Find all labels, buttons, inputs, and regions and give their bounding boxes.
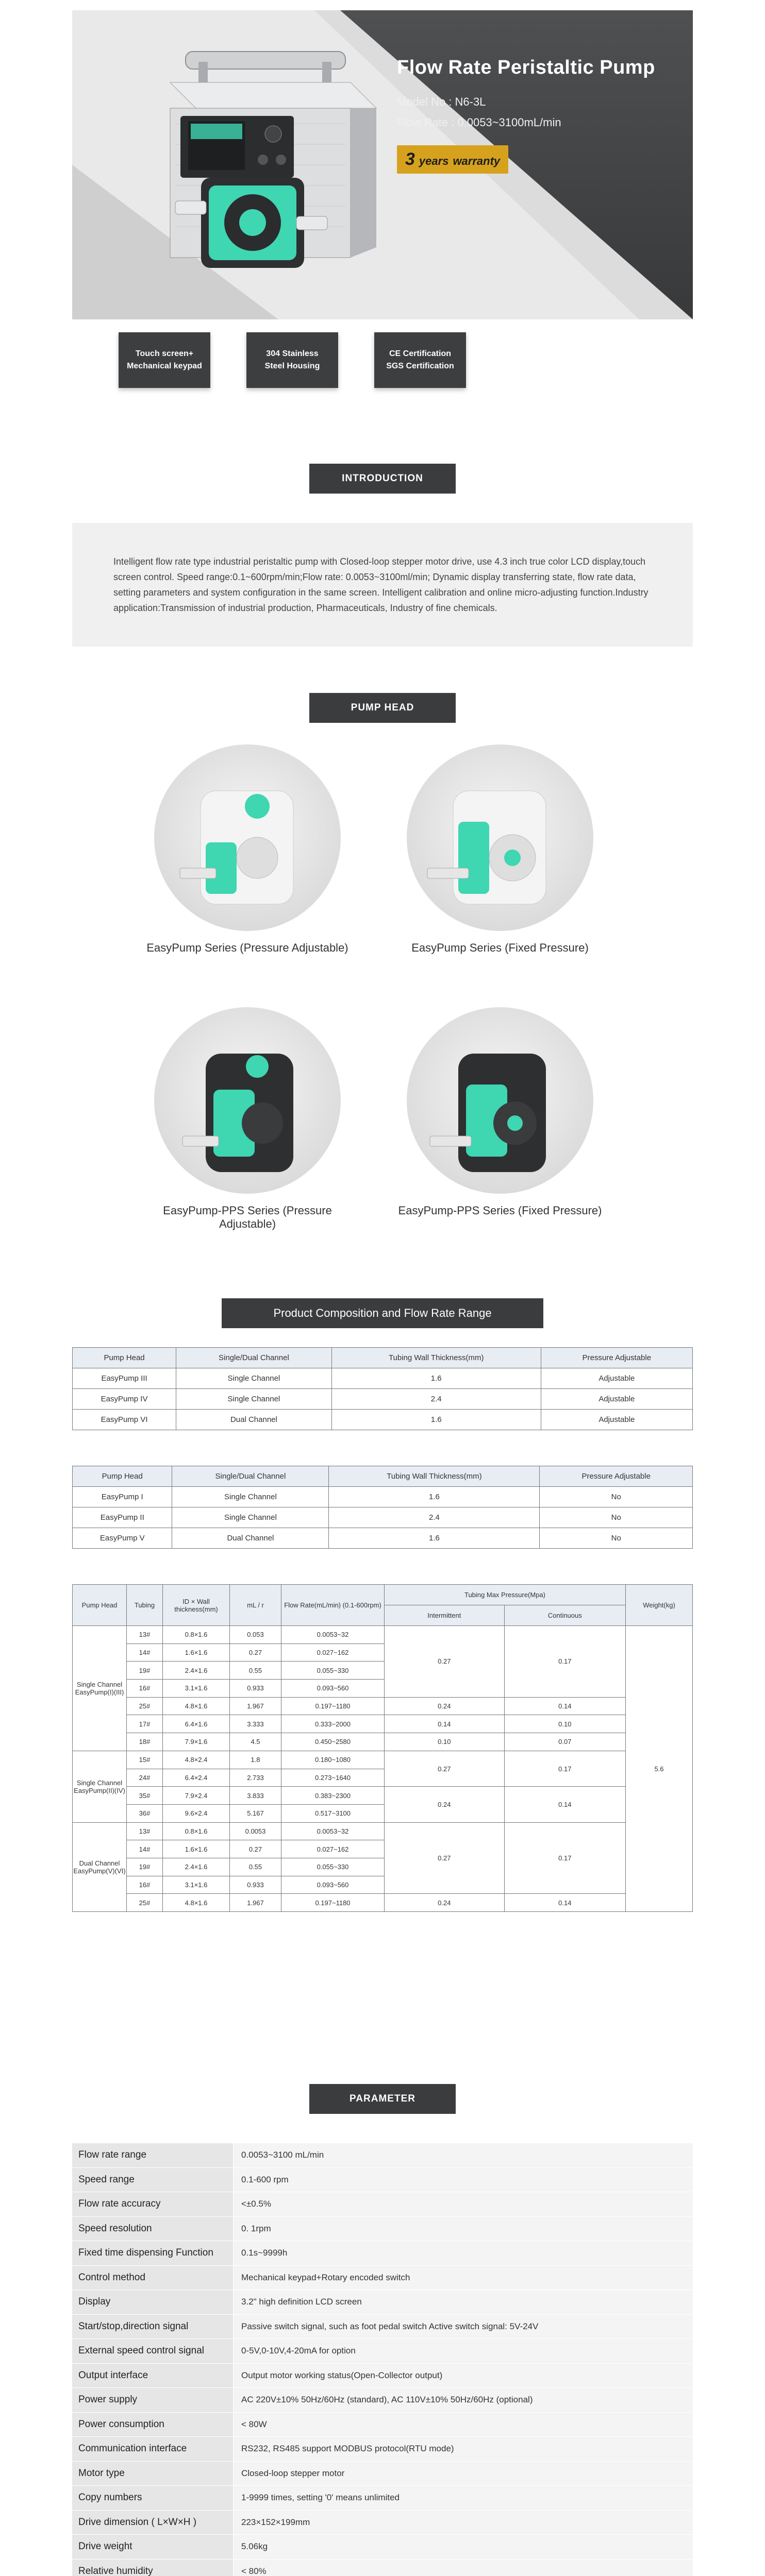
feature-line: Mechanical keypad xyxy=(127,362,202,370)
table-cell: 4.5 xyxy=(230,1733,281,1751)
pressure-intermittent: 0.27 xyxy=(385,1822,505,1894)
table-cell: 3.1×1.6 xyxy=(163,1876,230,1894)
table-header: Pump Head xyxy=(73,1466,172,1487)
pressure-intermittent: 0.24 xyxy=(385,1697,505,1715)
table-cell: 24# xyxy=(127,1769,163,1787)
table-cell: 6.4×1.6 xyxy=(163,1715,230,1733)
feature-line: Touch screen+ xyxy=(135,349,194,358)
table-header: Tubing Max Pressure(Mpa) xyxy=(385,1585,626,1605)
parameter-key: Fixed time dispensing Function xyxy=(72,2241,234,2265)
warranty-word: warranty xyxy=(453,155,501,167)
table-cell: 0.333~2000 xyxy=(281,1715,385,1733)
parameter-value: Output motor working status(Open-Collector output) xyxy=(234,2364,693,2388)
feature-line: CE Certification xyxy=(389,349,451,358)
pressure-intermittent: 0.27 xyxy=(385,1751,505,1786)
table-cell: Single Channel xyxy=(176,1368,332,1389)
table-header: Pressure Adjustable xyxy=(541,1348,692,1368)
parameter-key: Flow rate range xyxy=(72,2143,234,2167)
parameter-key: External speed control signal xyxy=(72,2339,234,2363)
table-cell: 1.6 xyxy=(329,1487,540,1507)
table-cell: 4.8×1.6 xyxy=(163,1894,230,1912)
flow-rate-table xyxy=(72,1584,693,1912)
table-cell: EasyPump III xyxy=(73,1368,176,1389)
table-cell: 0.053 xyxy=(230,1626,281,1644)
table-cell: Adjustable xyxy=(541,1389,692,1410)
parameter-value: <±0.5% xyxy=(234,2192,693,2216)
warranty-number: 3 xyxy=(405,149,415,169)
pump-head-table-fixed xyxy=(72,1466,693,1549)
parameter-row xyxy=(72,2560,693,2576)
parameter-value: RS232, RS485 support MODBUS protocol(RTU mode) xyxy=(234,2437,693,2461)
pump-head-card xyxy=(139,744,356,955)
parameter-row xyxy=(72,2217,693,2242)
table-cell: 13# xyxy=(127,1626,163,1644)
warranty-badge xyxy=(397,145,508,174)
table-header: Tubing xyxy=(127,1585,163,1626)
table-cell: 5.167 xyxy=(230,1804,281,1822)
table-cell: 25# xyxy=(127,1894,163,1912)
parameter-value: 3.2" high definition LCD screen xyxy=(234,2290,693,2314)
table-row xyxy=(73,1487,693,1507)
pressure-intermittent: 0.10 xyxy=(385,1733,505,1751)
parameter-value: 0.0053~3100 mL/min xyxy=(234,2143,693,2167)
parameter-row xyxy=(72,2241,693,2266)
pressure-continuous: 0.14 xyxy=(504,1894,625,1912)
table-cell: 0.180~1080 xyxy=(281,1751,385,1769)
section-header-pump-head: PUMP HEAD xyxy=(309,693,456,723)
pump-head-label: EasyPump Series (Pressure Adjustable) xyxy=(146,941,348,954)
pressure-continuous: 0.17 xyxy=(504,1822,625,1894)
table-header: Tubing Wall Thickness(mm) xyxy=(329,1466,540,1487)
table-cell: 0.197~1180 xyxy=(281,1697,385,1715)
table-cell: 16# xyxy=(127,1680,163,1698)
table-row xyxy=(73,1733,693,1751)
parameter-row xyxy=(72,2266,693,2291)
pressure-intermittent: 0.24 xyxy=(385,1787,505,1822)
parameter-row xyxy=(72,2143,693,2168)
table-cell: EasyPump V xyxy=(73,1528,172,1549)
pressure-continuous: 0.14 xyxy=(504,1787,625,1822)
parameter-value: < 80% xyxy=(234,2560,693,2576)
parameter-row xyxy=(72,2437,693,2462)
parameter-value: AC 220V±10% 50Hz/60Hz (standard), AC 110V±10% 50Hz/60Hz (optional) xyxy=(234,2388,693,2412)
table-cell: 18# xyxy=(127,1733,163,1751)
pressure-continuous: 0.17 xyxy=(504,1751,625,1786)
parameter-key: Power supply xyxy=(72,2388,234,2412)
feature-tiles xyxy=(119,332,583,388)
table-row xyxy=(73,1751,693,1769)
table-cell: EasyPump II xyxy=(73,1507,172,1528)
parameter-value: 0-5V,0-10V,4-20mA for option xyxy=(234,2339,693,2363)
feature-touchscreen xyxy=(119,332,210,388)
group-name: Dual Channel EasyPump(V)(VI) xyxy=(73,1822,127,1911)
table-cell: 17# xyxy=(127,1715,163,1733)
weight-cell: 5.6 xyxy=(626,1626,693,1912)
parameter-row xyxy=(72,2413,693,2437)
section-header-introduction: INTRODUCTION xyxy=(309,464,456,494)
parameter-value: Mechanical keypad+Rotary encoded switch xyxy=(234,2266,693,2290)
parameter-value: < 80W xyxy=(234,2413,693,2437)
table-cell: No xyxy=(540,1507,693,1528)
table-cell: 2.733 xyxy=(230,1769,281,1787)
pump-head-image xyxy=(154,744,341,931)
table-header: Pressure Adjustable xyxy=(540,1466,693,1487)
table-cell: 15# xyxy=(127,1751,163,1769)
table-cell: 0.27 xyxy=(230,1840,281,1858)
table-cell: 0.093~560 xyxy=(281,1680,385,1698)
table-cell: Dual Channel xyxy=(172,1528,329,1549)
table-row xyxy=(73,1715,693,1733)
table-cell: 2.4×1.6 xyxy=(163,1858,230,1876)
pump-head-card xyxy=(139,1007,356,1231)
parameter-row xyxy=(72,2315,693,2340)
parameter-key: Power consumption xyxy=(72,2413,234,2437)
table-cell: 0.933 xyxy=(230,1680,281,1698)
table-row xyxy=(73,1894,693,1912)
table-cell: Single Channel xyxy=(176,1389,332,1410)
parameter-key: Speed resolution xyxy=(72,2217,234,2241)
table-cell: 2.4 xyxy=(331,1389,541,1410)
pump-head-card xyxy=(392,1007,608,1217)
parameter-row xyxy=(72,2388,693,2413)
table-cell: 7.9×2.4 xyxy=(163,1787,230,1805)
table-header: Single/Dual Channel xyxy=(176,1348,332,1368)
table-cell: 0.55 xyxy=(230,1858,281,1876)
table-row xyxy=(73,1822,693,1840)
parameter-value: 1-9999 times, setting '0' means unlimited xyxy=(234,2486,693,2510)
table-cell: 14# xyxy=(127,1643,163,1662)
table-cell: 35# xyxy=(127,1787,163,1805)
pump-head-label: EasyPump Series (Fixed Pressure) xyxy=(411,941,589,954)
parameter-key: Flow rate accuracy xyxy=(72,2192,234,2216)
table-header: mL / r xyxy=(230,1585,281,1626)
parameter-key: Output interface xyxy=(72,2364,234,2388)
table-header: Tubing Wall Thickness(mm) xyxy=(331,1348,541,1368)
table-cell: 0.383~2300 xyxy=(281,1787,385,1805)
table-cell: 19# xyxy=(127,1858,163,1876)
table-cell: Adjustable xyxy=(541,1368,692,1389)
parameter-key: Copy numbers xyxy=(72,2486,234,2510)
table-cell: 4.8×1.6 xyxy=(163,1697,230,1715)
table-cell: 0.517~3100 xyxy=(281,1804,385,1822)
hero-banner xyxy=(72,10,693,319)
pressure-continuous: 0.14 xyxy=(504,1697,625,1715)
table-cell: 13# xyxy=(127,1822,163,1840)
feature-line: Steel Housing xyxy=(264,362,320,370)
table-row xyxy=(73,1626,693,1644)
parameter-key: Relative humidity xyxy=(72,2560,234,2576)
pump-head-image xyxy=(407,744,593,931)
parameter-value: 0.1s~9999h xyxy=(234,2241,693,2265)
table-cell: 0.055~330 xyxy=(281,1858,385,1876)
table-cell: 3.333 xyxy=(230,1715,281,1733)
parameter-row xyxy=(72,2168,693,2193)
table-header: Single/Dual Channel xyxy=(172,1466,329,1487)
table-cell: 36# xyxy=(127,1804,163,1822)
table-cell: Single Channel xyxy=(172,1507,329,1528)
parameter-key: Start/stop,direction signal xyxy=(72,2315,234,2339)
table-cell: 0.8×1.6 xyxy=(163,1626,230,1644)
table-cell: 0.933 xyxy=(230,1876,281,1894)
table-header: ID × Wall thickness(mm) xyxy=(163,1585,230,1626)
pump-head-image xyxy=(407,1007,593,1194)
table-cell: 7.9×1.6 xyxy=(163,1733,230,1751)
table-cell: 19# xyxy=(127,1662,163,1680)
warranty-years: years xyxy=(419,155,449,167)
table-cell: 1.967 xyxy=(230,1894,281,1912)
feature-certification xyxy=(374,332,466,388)
table-cell: 3.833 xyxy=(230,1787,281,1805)
group-name: Single Channel EasyPump(I)(III) xyxy=(73,1626,127,1751)
table-header: Pump Head xyxy=(73,1585,127,1626)
hero-title: Flow Rate Peristaltic Pump xyxy=(397,57,655,78)
feature-line: 304 Stainless xyxy=(266,349,319,358)
table-cell: 0.0053~32 xyxy=(281,1822,385,1840)
table-header: Weight(kg) xyxy=(626,1585,693,1626)
pressure-continuous: 0.07 xyxy=(504,1733,625,1751)
table-row xyxy=(73,1389,693,1410)
parameter-row xyxy=(72,2511,693,2535)
table-row xyxy=(73,1410,693,1430)
pump-head-table-adjustable xyxy=(72,1347,693,1430)
table-cell: 1.8 xyxy=(230,1751,281,1769)
pump-head-image xyxy=(154,1007,341,1194)
parameter-value: Passive switch signal, such as foot pedal switch Active switch signal: 5V-24V xyxy=(234,2315,693,2339)
table-cell: 0.093~560 xyxy=(281,1876,385,1894)
feature-line: SGS Certification xyxy=(386,362,454,370)
parameter-row xyxy=(72,2339,693,2364)
parameter-key: Control method xyxy=(72,2266,234,2290)
table-cell: 0.0053~32 xyxy=(281,1626,385,1644)
parameter-row xyxy=(72,2486,693,2511)
parameter-value: 223×152×199mm xyxy=(234,2511,693,2535)
hero-flow-rate: Flow Rate : 0.0053~3100mL/min xyxy=(397,116,561,129)
table-cell: 2.4 xyxy=(329,1507,540,1528)
table-header: Intermittent xyxy=(385,1605,505,1626)
table-cell: Dual Channel xyxy=(176,1410,332,1430)
table-cell: 0.197~1180 xyxy=(281,1894,385,1912)
table-cell: 1.967 xyxy=(230,1697,281,1715)
parameter-row xyxy=(72,2364,693,2388)
table-cell: 0.27 xyxy=(230,1643,281,1662)
table-cell: 3.1×1.6 xyxy=(163,1680,230,1698)
table-cell: 0.055~330 xyxy=(281,1662,385,1680)
parameter-value: Closed-loop stepper motor xyxy=(234,2462,693,2486)
pump-product-image xyxy=(108,46,397,268)
table-cell: 4.8×2.4 xyxy=(163,1751,230,1769)
table-header: Pump Head xyxy=(73,1348,176,1368)
table-cell: 1.6×1.6 xyxy=(163,1643,230,1662)
pressure-continuous: 0.17 xyxy=(504,1626,625,1698)
table-row xyxy=(73,1787,693,1805)
table-cell: 0.55 xyxy=(230,1662,281,1680)
table-cell: No xyxy=(540,1487,693,1507)
table-cell: 0.027~162 xyxy=(281,1643,385,1662)
table-cell: Single Channel xyxy=(172,1487,329,1507)
parameter-row xyxy=(72,2462,693,2486)
parameter-key: Drive dimension ( L×W×H ) xyxy=(72,2511,234,2535)
pressure-intermittent: 0.27 xyxy=(385,1626,505,1698)
table-cell: 25# xyxy=(127,1697,163,1715)
table-row xyxy=(73,1528,693,1549)
table-cell: Adjustable xyxy=(541,1410,692,1430)
parameter-key: Motor type xyxy=(72,2462,234,2486)
pressure-intermittent: 0.14 xyxy=(385,1715,505,1733)
table-cell: 16# xyxy=(127,1876,163,1894)
pressure-intermittent: 0.24 xyxy=(385,1894,505,1912)
table-cell: EasyPump VI xyxy=(73,1410,176,1430)
pressure-continuous: 0.10 xyxy=(504,1715,625,1733)
parameter-key: Drive weight xyxy=(72,2535,234,2559)
pump-head-label: EasyPump-PPS Series (Fixed Pressure) xyxy=(398,1204,602,1217)
table-cell: 0.450~2580 xyxy=(281,1733,385,1751)
hero-model: Model No : N6-3L xyxy=(397,95,486,108)
table-cell: 0.8×1.6 xyxy=(163,1822,230,1840)
table-cell: 0.027~162 xyxy=(281,1840,385,1858)
table-cell: 2.4×1.6 xyxy=(163,1662,230,1680)
parameter-key: Communication interface xyxy=(72,2437,234,2461)
table-cell: EasyPump IV xyxy=(73,1389,176,1410)
section-header-parameter: PARAMETER xyxy=(309,2084,456,2114)
table-cell: 14# xyxy=(127,1840,163,1858)
section-header-composition: Product Composition and Flow Rate Range xyxy=(222,1298,543,1328)
parameter-value: 0. 1rpm xyxy=(234,2217,693,2241)
table-header: Continuous xyxy=(504,1605,625,1626)
parameter-row xyxy=(72,2535,693,2560)
table-cell: 9.6×2.4 xyxy=(163,1804,230,1822)
table-cell: 0.0053 xyxy=(230,1822,281,1840)
table-cell: 6.4×2.4 xyxy=(163,1769,230,1787)
table-row xyxy=(73,1507,693,1528)
table-cell: 0.273~1640 xyxy=(281,1769,385,1787)
table-cell: No xyxy=(540,1528,693,1549)
parameter-table xyxy=(72,2143,693,2576)
table-cell: 1.6 xyxy=(331,1410,541,1430)
parameter-value: 5.06kg xyxy=(234,2535,693,2559)
table-row xyxy=(73,1368,693,1389)
table-cell: 1.6 xyxy=(331,1368,541,1389)
parameter-row xyxy=(72,2192,693,2217)
feature-housing xyxy=(246,332,338,388)
parameter-key: Display xyxy=(72,2290,234,2314)
parameter-value: 0.1-600 rpm xyxy=(234,2168,693,2192)
parameter-row xyxy=(72,2290,693,2315)
group-name: Single Channel EasyPump(II)(IV) xyxy=(73,1751,127,1822)
table-row xyxy=(73,1697,693,1715)
intro-text: Intelligent flow rate type industrial peristaltic pump with Closed-loop stepper motor drive, use 4.3 inch true color LCD display,touch screen control. Speed range:0.1~600rpm/min;Flow rate: 0.0053~3100ml/min; Dynamic display transferring state, flow rate data, setting parameters and system configuration in the same screen. Intelligent calibration and online micro-adjusting function.Industry application:Transmission of industrial production, Pharmaceuticals, Industry of fine chemicals. xyxy=(72,523,693,647)
parameter-key: Speed range xyxy=(72,2168,234,2192)
table-cell: 1.6 xyxy=(329,1528,540,1549)
table-cell: EasyPump I xyxy=(73,1487,172,1507)
pump-head-card xyxy=(392,744,608,955)
pump-head-label: EasyPump-PPS Series (Pressure Adjustable) xyxy=(163,1204,332,1230)
table-header: Flow Rate(mL/min) (0.1-600rpm) xyxy=(281,1585,385,1626)
table-cell: 1.6×1.6 xyxy=(163,1840,230,1858)
